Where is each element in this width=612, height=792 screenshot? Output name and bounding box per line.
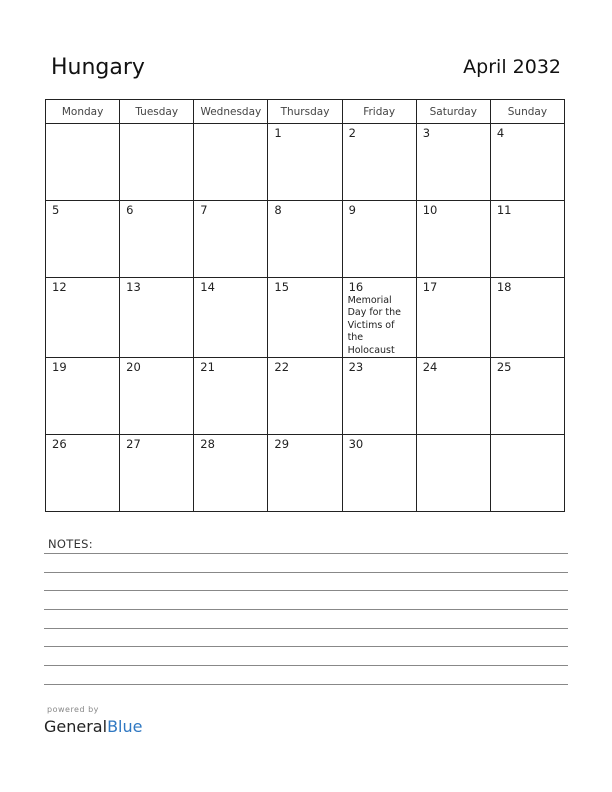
day-number: 26 <box>52 437 67 452</box>
holiday-label <box>348 295 416 357</box>
day-cell <box>46 435 120 512</box>
week-row <box>46 278 565 358</box>
day-number: 5 <box>52 203 60 217</box>
day-cell <box>416 358 490 435</box>
note-line <box>44 609 568 610</box>
day-cell <box>120 435 194 512</box>
day-number: 11 <box>496 203 512 217</box>
holiday-label-line: Day for the <box>347 307 402 319</box>
day-cell <box>120 358 194 435</box>
day-number: 19 <box>52 360 67 375</box>
day-number: 29 <box>274 437 290 452</box>
note-line <box>44 646 568 647</box>
note-line <box>44 665 568 666</box>
brand-logo <box>44 717 142 736</box>
day-number: 1 <box>274 126 282 140</box>
day-cell <box>490 358 564 435</box>
day-cell <box>120 278 194 358</box>
country-title: Hungary <box>51 55 145 80</box>
weekday-friday: Friday <box>342 100 416 124</box>
day-number: 9 <box>348 203 356 217</box>
day-number: 20 <box>126 360 141 375</box>
day-cell <box>194 358 268 435</box>
day-number: 30 <box>348 437 364 452</box>
note-line <box>44 590 568 591</box>
day-cell <box>416 435 490 512</box>
brand-general: General <box>44 717 108 736</box>
holiday-label-line: Holocaust <box>347 344 395 356</box>
weekday-header-row <box>46 100 565 124</box>
weekday-sunday: Sunday <box>490 100 564 124</box>
note-line <box>44 628 568 629</box>
day-cell <box>490 124 564 201</box>
calendar-body <box>46 124 565 512</box>
powered-by-text: powered by <box>47 705 99 714</box>
day-number: 16 <box>348 280 364 294</box>
day-number: 15 <box>274 280 290 294</box>
day-number: 6 <box>126 203 134 217</box>
weekday-tuesday: Tuesday <box>120 100 194 124</box>
day-cell <box>194 201 268 278</box>
day-cell <box>120 201 194 278</box>
day-cell <box>194 124 268 201</box>
day-cell <box>268 201 342 278</box>
brand-blue: Blue <box>107 717 143 736</box>
weekday-saturday: Saturday <box>416 100 490 124</box>
day-cell <box>490 278 564 358</box>
note-line <box>44 684 568 685</box>
day-number: 7 <box>200 203 208 217</box>
notes-label: NOTES: <box>48 537 93 551</box>
week-row <box>46 358 565 435</box>
day-cell <box>342 358 416 435</box>
day-cell <box>268 435 342 512</box>
day-cell <box>342 201 416 278</box>
day-cell <box>46 278 120 358</box>
holiday-label-line: Victims of <box>347 319 395 331</box>
day-cell <box>416 201 490 278</box>
calendar-grid <box>45 99 565 512</box>
holiday-label-line: Memorial <box>347 295 392 306</box>
day-cell <box>194 435 268 512</box>
day-cell <box>342 124 416 201</box>
day-cell <box>268 358 342 435</box>
day-number: 13 <box>126 280 141 294</box>
day-number: 8 <box>274 203 282 217</box>
day-number: 3 <box>422 126 431 140</box>
day-cell <box>46 201 120 278</box>
day-number: 25 <box>496 360 512 375</box>
day-number: 21 <box>200 360 215 375</box>
day-number: 10 <box>422 203 438 217</box>
day-number: 17 <box>422 280 438 294</box>
day-cell <box>342 278 416 358</box>
day-number: 12 <box>52 280 67 294</box>
day-cell <box>120 124 194 201</box>
day-number: 14 <box>200 280 215 294</box>
day-number: 28 <box>200 437 215 452</box>
day-number: 27 <box>126 437 141 452</box>
weekday-wednesday: Wednesday <box>194 100 268 124</box>
day-cell <box>46 358 120 435</box>
weekday-monday: Monday <box>46 100 120 124</box>
note-line <box>44 572 568 573</box>
week-row <box>46 201 565 278</box>
day-number: 18 <box>496 280 512 294</box>
day-number: 4 <box>496 126 505 140</box>
day-cell <box>194 278 268 358</box>
day-cell <box>416 124 490 201</box>
day-number: 2 <box>348 126 356 140</box>
day-number: 24 <box>422 360 438 375</box>
week-row <box>46 124 565 201</box>
day-cell <box>268 124 342 201</box>
month-title: April 2032 <box>463 56 561 78</box>
day-number: 23 <box>348 360 364 375</box>
day-cell <box>490 201 564 278</box>
holiday-label-line: the <box>347 332 364 344</box>
day-cell <box>342 435 416 512</box>
day-cell <box>416 278 490 358</box>
note-line <box>44 553 568 554</box>
day-cell <box>46 124 120 201</box>
week-row <box>46 435 565 512</box>
weekday-thursday: Thursday <box>268 100 342 124</box>
day-cell <box>490 435 564 512</box>
day-cell <box>268 278 342 358</box>
day-number: 22 <box>274 360 290 375</box>
